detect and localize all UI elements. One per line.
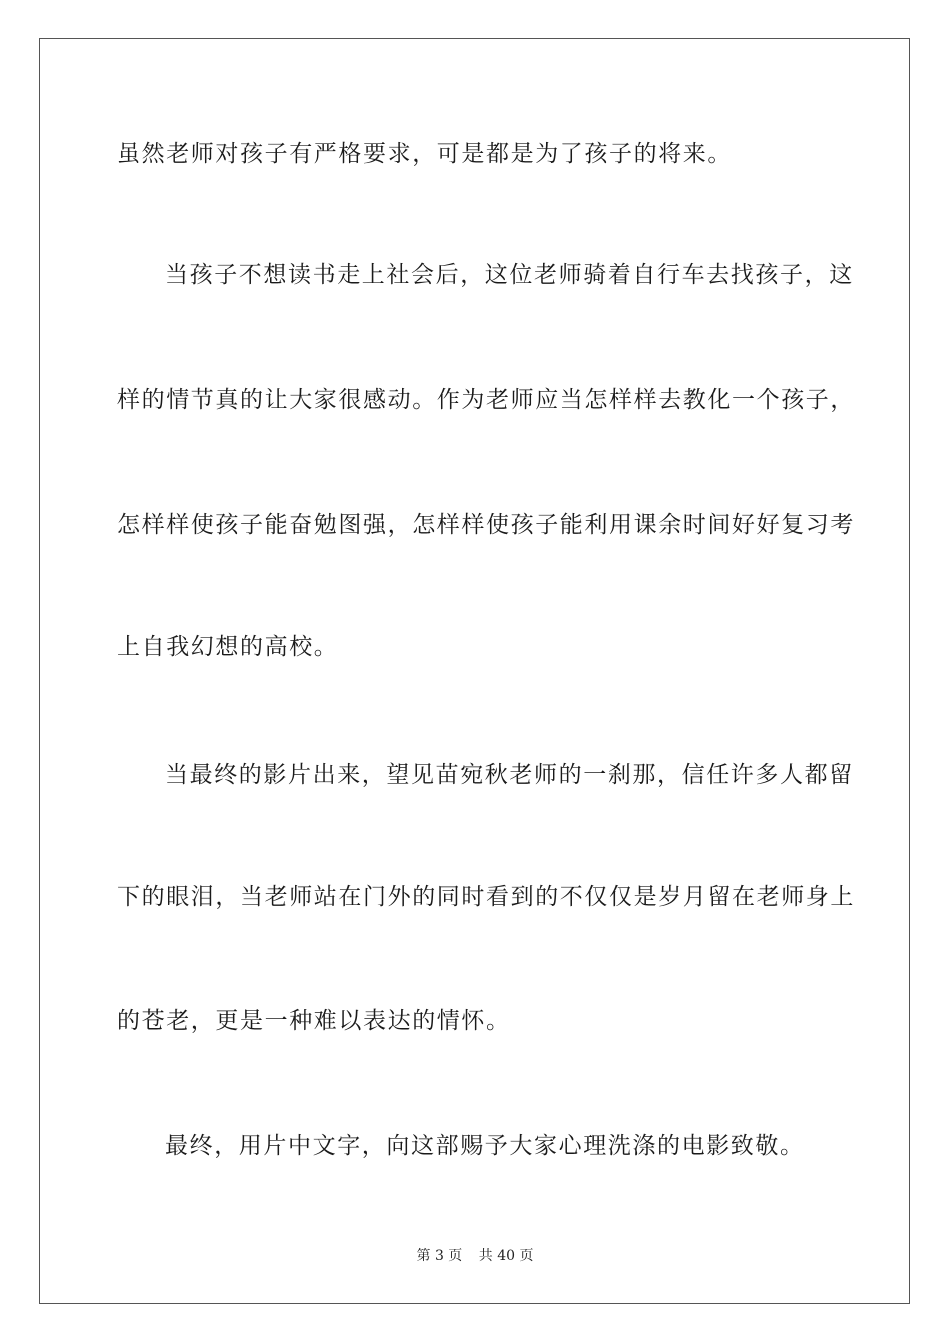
page-border bbox=[39, 38, 910, 1304]
text-line-3: 样的情节真的让大家很感动。作为老师应当怎样样去教化一个孩子， bbox=[117, 387, 855, 413]
text-line-7: 下的眼泪，当老师站在门外的同时看到的不仅仅是岁月留在老师身上 bbox=[117, 884, 855, 910]
text-line-8: 的苍老，更是一种难以表达的情怀。 bbox=[117, 1008, 511, 1034]
page-total: 共 40 页 bbox=[478, 1248, 534, 1264]
page-footer bbox=[0, 1247, 950, 1265]
text-line-5: 上自我幻想的高校。 bbox=[117, 634, 339, 660]
text-line-9: 最终，用片中文字，向这部赐予大家心理洗涤的电影致敬。 bbox=[165, 1133, 805, 1159]
text-line-6: 当最终的影片出来，望见苗宛秋老师的一刹那，信任许多人都留 bbox=[165, 762, 854, 788]
text-line-4: 怎样样使孩子能奋勉图强，怎样样使孩子能利用课余时间好好复习考 bbox=[117, 512, 855, 538]
text-line-1: 虽然老师对孩子有严格要求，可是都是为了孩子的将来。 bbox=[117, 141, 732, 167]
text-line-2: 当孩子不想读书走上社会后，这位老师骑着自行车去找孩子，这 bbox=[165, 262, 854, 288]
page-number: 第 3 页 bbox=[416, 1248, 463, 1264]
